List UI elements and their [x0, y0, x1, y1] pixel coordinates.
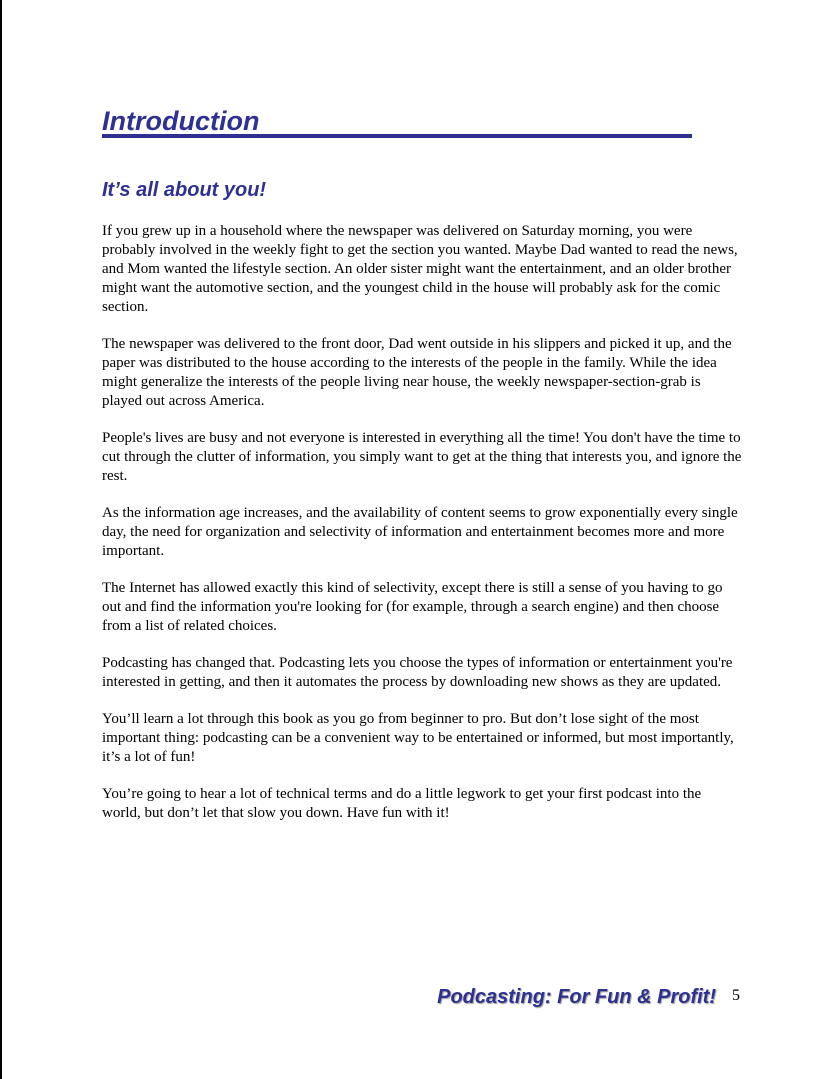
chapter-heading	[102, 104, 692, 138]
paragraph: You’ll learn a lot through this book as you go from beginner to pro. But don’t lose sight of the most important thing: podcasting can be a convenient way to be entertained or informed, but most importantly, it’s a lot of fun!	[102, 711, 734, 765]
page-footer	[362, 984, 742, 1016]
paragraph: If you grew up in a household where the newspaper was delivered on Saturday morning, you were probably involved in the weekly fight to get the section you wanted. Maybe Dad wanted to read the news, and Mom wanted the lifestyle section. An older sister might want the entertainment, and an older brother might want the automotive section, and the youngest child in the house will probably ask for the comic section.	[102, 223, 738, 315]
page-number: 5	[732, 987, 740, 1004]
paragraph: People's lives are busy and not everyone is interested in everything all the time! You don't have the time to cut through the clutter of information, you simply want to get at the thing that interests you, and ignore the rest.	[102, 430, 742, 484]
section-title: It’s all about you!	[102, 179, 267, 201]
paragraph: The newspaper was delivered to the front door, Dad went outside in his slippers and picked it up, and the paper was distributed to the house according to the interests of the people in the family. While the idea might generalize the interests of the people living near house, the weekly newspaper-section-grab is played out across America.	[102, 336, 732, 409]
footer-book-title: Podcasting: For Fun & Profit!	[437, 986, 716, 1008]
paragraph: As the information age increases, and the availability of content seems to grow exponentially every single day, the need for organization and selectivity of information and entertainment becomes more and more important.	[102, 505, 738, 559]
body-text	[102, 222, 742, 841]
paragraph: The Internet has allowed exactly this kind of selectivity, except there is still a sense of you having to go out and find the information you're looking for (for example, through a search engine) and then choose from a list of related choices.	[102, 580, 723, 634]
chapter-title: Introduction	[102, 106, 260, 136]
paragraph: Podcasting has changed that. Podcasting lets you choose the types of information or entertainment you're interested in getting, and then it automates the process by downloading new shows as they are updated.	[102, 655, 733, 690]
paragraph: You’re going to hear a lot of technical terms and do a little legwork to get your first podcast into the world, but don’t let that slow you down. Have fun with it!	[102, 786, 702, 821]
